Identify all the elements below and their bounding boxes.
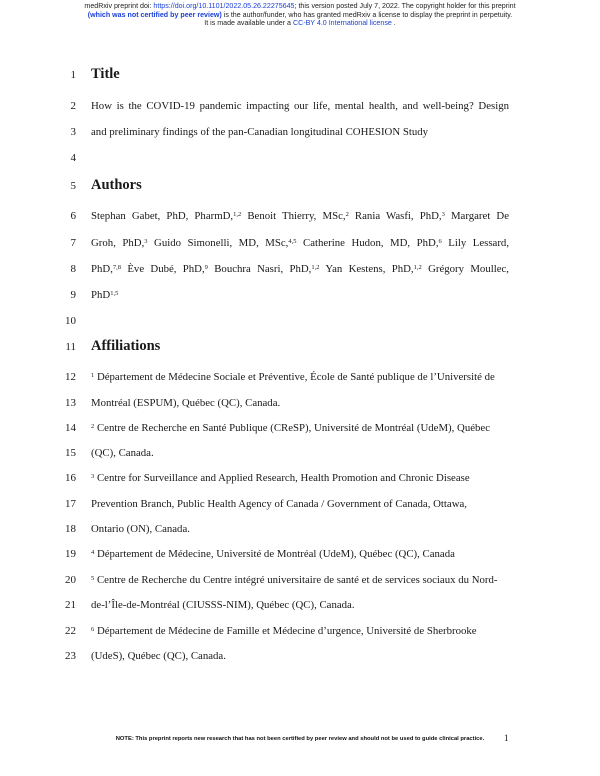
line-number: 8 [70, 263, 76, 275]
author-name: Margaret De [450, 210, 510, 222]
affiliation-text [91, 371, 509, 383]
page-number: 1 [504, 733, 509, 743]
line-number: 9 [70, 289, 76, 301]
author-list-line [91, 289, 509, 301]
author-name: Groh, PhD, [91, 237, 145, 249]
line-number: 2 [70, 100, 76, 112]
banner-end-text: . [391, 19, 396, 28]
author-name: Yan Kestens, PhD, [325, 263, 414, 275]
affiliation-line: Ontario (ON), Canada. [91, 523, 190, 535]
title-text: How is the COVID-19 pandemic impacting our life, mental health, and well-being? Design [91, 100, 509, 112]
author-list-line [91, 237, 509, 249]
affiliation-sup: 2 [91, 423, 95, 430]
affiliation-text [91, 472, 509, 484]
affiliation-sup: 5 [91, 575, 95, 582]
line-number: 21 [65, 599, 76, 611]
affiliation-line: Centre de Recherche en Santé Publique (CReSP), Université de Montréal (UdeM), Québec [94, 422, 491, 434]
line-number: 16 [65, 472, 76, 484]
affiliation-text [91, 422, 509, 434]
affiliation-sup: 3 [144, 238, 148, 245]
line-number: 18 [65, 523, 76, 535]
affiliation-sup: 4,5 [288, 238, 297, 245]
affiliation-sup: 1,2 [311, 264, 320, 271]
peer-review-note: (which was not certified by peer review) [87, 10, 222, 19]
author-name: PhD [91, 289, 111, 301]
affiliation-line: (QC), Canada. [91, 447, 154, 459]
title-heading: Title [91, 66, 120, 82]
authors-heading: Authors [91, 177, 142, 193]
author-name: Rania Wasfi, PhD, [354, 210, 442, 222]
affiliation-sup: 6 [438, 238, 442, 245]
author-name: Lily Lessard, [448, 237, 510, 249]
author-list-line [91, 210, 509, 222]
banner-available-text: It is made available under a [204, 19, 293, 28]
author-name: Guido Simonelli, MD, MSc, [154, 237, 289, 249]
affiliation-sup: 1,5 [110, 290, 119, 297]
line-number: 12 [65, 371, 76, 383]
author-name: Ève Dubé, PhD, [127, 263, 205, 275]
affiliation-text [91, 574, 509, 586]
author-name: Stephan Gabet, PhD, PharmD, [91, 210, 234, 222]
line-number: 1 [70, 69, 76, 81]
affiliation-sup: 4 [91, 549, 95, 556]
affiliation-sup: 9 [204, 264, 208, 271]
affiliation-line: Centre de Recherche du Centre intégré universitaire de santé et de services sociaux du Nord- [94, 574, 498, 586]
affiliation-line: Département de Médecine Sociale et Préventive, École de Santé publique de l’Université de [94, 371, 495, 383]
author-name: Benoit Thierry, MSc, [247, 210, 346, 222]
affiliation-text [91, 625, 509, 637]
affiliation-sup: 1,2 [413, 264, 422, 271]
affiliation-line: de-l’Île-de-Montréal (CIUSSS-NIM), Québec (QC), Canada. [91, 599, 355, 611]
affiliation-sup: 3 [91, 473, 95, 480]
line-number: 5 [70, 180, 76, 192]
affiliation-line: Département de Médecine de Famille et Médecine d’urgence, Université de Sherbrooke [94, 625, 477, 637]
author-list-line [91, 263, 509, 275]
affiliation-sup: 3 [441, 211, 445, 218]
affiliation-sup: 1 [91, 372, 95, 379]
line-number: 6 [70, 210, 76, 222]
author-name: Grégory Moullec, [428, 263, 510, 275]
line-number: 11 [65, 341, 76, 353]
affiliation-line: Centre for Surveillance and Applied Research, Health Promotion and Chronic Disease [94, 472, 470, 484]
affiliation-text [91, 548, 509, 560]
banner-line-2 [0, 11, 600, 20]
line-number: 19 [65, 548, 76, 560]
preprint-footer-note: NOTE: This preprint reports new research that has not been certified by peer review and should not be used to guide clinical practice. [115, 736, 485, 742]
line-number: 15 [65, 447, 76, 459]
line-number: 10 [65, 315, 76, 327]
title-text: and preliminary findings of the pan-Canadian longitudinal COHESION Study [91, 126, 429, 138]
line-number: 4 [70, 152, 76, 164]
affiliation-line: Montréal (ESPUM), Québec (QC), Canada. [91, 397, 281, 409]
line-number: 22 [65, 625, 76, 637]
affiliations-heading: Affiliations [91, 338, 161, 354]
line-number: 20 [65, 574, 76, 586]
line-number: 13 [65, 397, 76, 409]
affiliation-sup: 1,2 [233, 211, 242, 218]
affiliation-sup: 7,8 [112, 264, 122, 271]
line-number: 3 [70, 126, 76, 138]
doi-link[interactable]: https://doi.org/10.1101/2022.05.26.22275645 [153, 2, 295, 10]
line-number: 17 [65, 498, 76, 510]
banner-posted-text: ; this version posted July 7, 2022. The copyright holder for this preprint [294, 2, 516, 10]
line-number: 23 [65, 650, 76, 662]
banner-license-text: is the author/funder, who has granted medRxiv a license to display the preprint in perpetuity. [221, 10, 513, 19]
license-link[interactable]: CC-BY 4.0 International license [292, 19, 392, 28]
author-name: Catherine Hudon, MD, PhD, [303, 237, 439, 249]
affiliation-line: (UdeS), Québec (QC), Canada. [91, 650, 226, 662]
line-number: 14 [65, 422, 76, 434]
banner-doi-prefix: medRxiv preprint doi: [84, 2, 154, 10]
line-number: 7 [70, 237, 76, 249]
author-name: PhD, [91, 263, 113, 275]
preprint-banner [0, 2, 600, 28]
affiliation-sup: 2 [345, 211, 349, 218]
affiliation-line: Prevention Branch, Public Health Agency of Canada / Government of Canada, Ottawa, [91, 498, 467, 510]
banner-line-3 [0, 19, 600, 28]
affiliation-line: Département de Médecine, Université de Montréal (UdeM), Québec (QC), Canada [94, 548, 455, 560]
affiliation-sup: 6 [91, 626, 95, 633]
author-name: Bouchra Nasri, PhD, [214, 263, 312, 275]
banner-line-1 [0, 2, 600, 11]
